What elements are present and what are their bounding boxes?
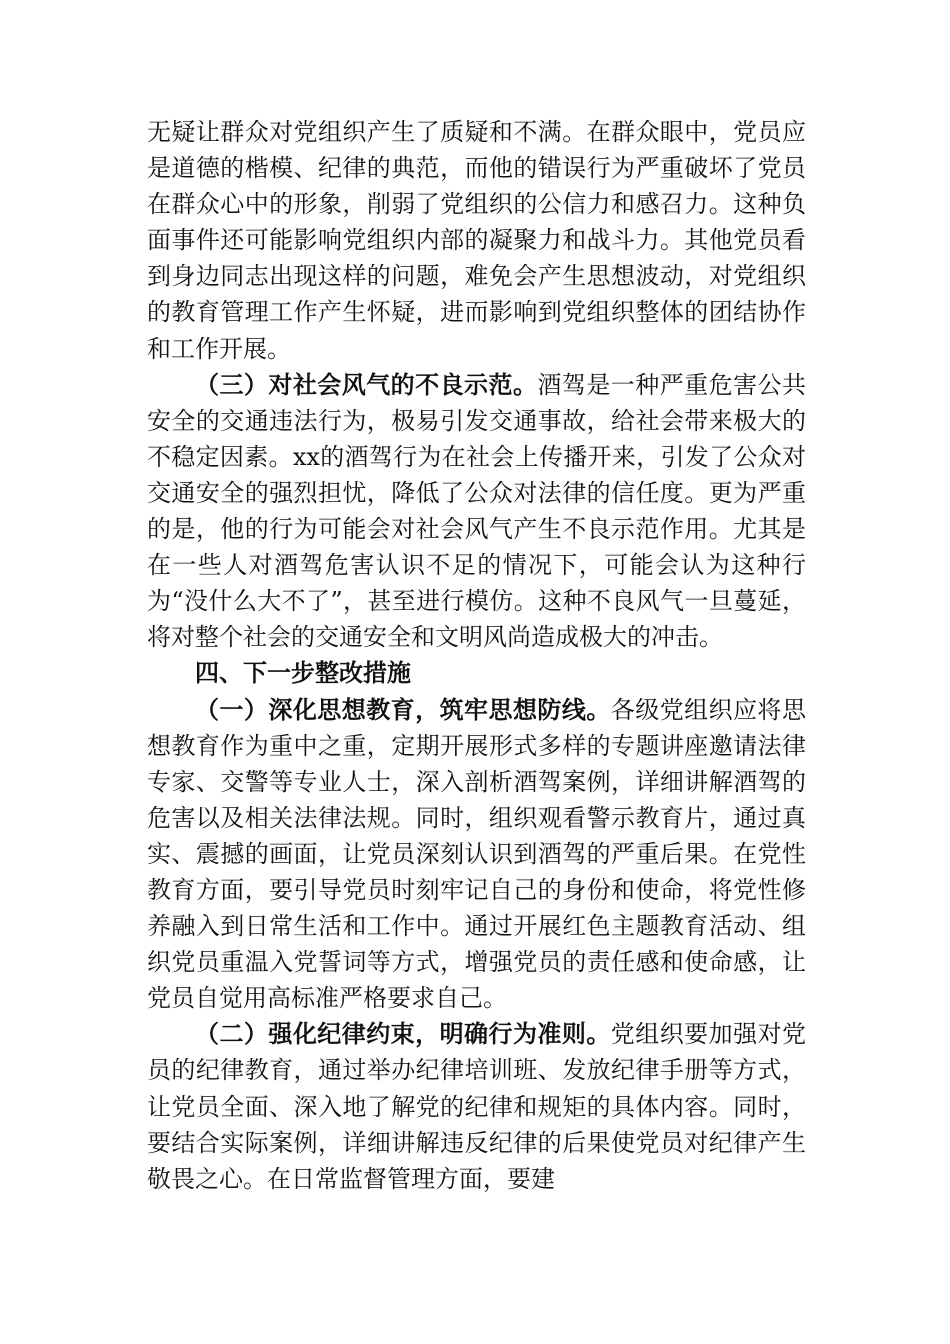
section-heading: 四、下一步整改措施 — [195, 659, 411, 688]
paragraph-lead: （一）深化思想教育，筑牢思想防线。 — [195, 694, 611, 724]
paragraph-body: 酒驾是一种严重危害公共安全的交通违法行为，极易引发交通事故，给社会带来极大的不稳定因素。xx的酒驾行为在社会上传播开来，引发了公众对交通安全的强烈担忧，降低了公众对法律的信任度。更为严重的是，他的行为可能会对社会风气产生不良示范作用。尤其是在一些人对酒驾危害认识不足的情况下，可能会认为这种行为“没什么大不了”，甚至进行模仿。这种不良风气一旦蔓延，将对整个社会的交通安全和文明风尚造成极大的冲击。 — [147, 370, 807, 652]
paragraph-discipline — [147, 1016, 806, 1196]
paragraph-ideological-education — [147, 692, 806, 1017]
paragraph-lead: （二）强化纪律约束，明确行为准则。 — [195, 1019, 611, 1049]
paragraph-lead: （三）对社会风气的不良示范。 — [195, 369, 538, 399]
document-page — [147, 114, 806, 1197]
paragraph-party-image: 无疑让群众对党组织产生了质疑和不满。在群众眼中，党员应是道德的楷模、纪律的典范，而他的错误行为严重破坏了党员在群众心中的形象，削弱了党组织的公信力和感召力。这种负面事件还可能影响党组织内部的凝聚力和战斗力。其他党员看到身边同志出现这样的问题，难免会产生思想波动，对党组织的教育管理工作产生怀疑，进而影响到党组织整体的团结协作和工作开展。 — [147, 118, 806, 363]
paragraph-body: 党组织要加强对党员的纪律教育，通过举办纪律培训班、发放纪律手册等方式，让党员全面、深入地了解党的纪律和规矩的具体内容。同时，要结合实际案例，详细讲解违反纪律的后果使党员对纪律产生敬畏之心。在日常监督管理方面，要建 — [147, 1020, 807, 1193]
paragraph-social-influence — [147, 367, 806, 656]
paragraph-body: 各级党组织应将思想教育作为重中之重，定期开展形式多样的专题讲座邀请法律专家、交警等专业人士，深入剖析酒驾案例，详细讲解酒驾的危害以及相关法律法规。同时，组织观看警示教育片，通过真实、震撼的画面，让党员深刻认识到酒驾的严重后果。在党性教育方面，要引导党员时刻牢记自己的身份和使命，将党性修养融入到日常生活和工作中。通过开展红色主题教育活动、组织党员重温入党誓词等方式，增强党员的责任感和使命感，让党员自觉用高标准严格要求自己。 — [147, 695, 807, 1013]
